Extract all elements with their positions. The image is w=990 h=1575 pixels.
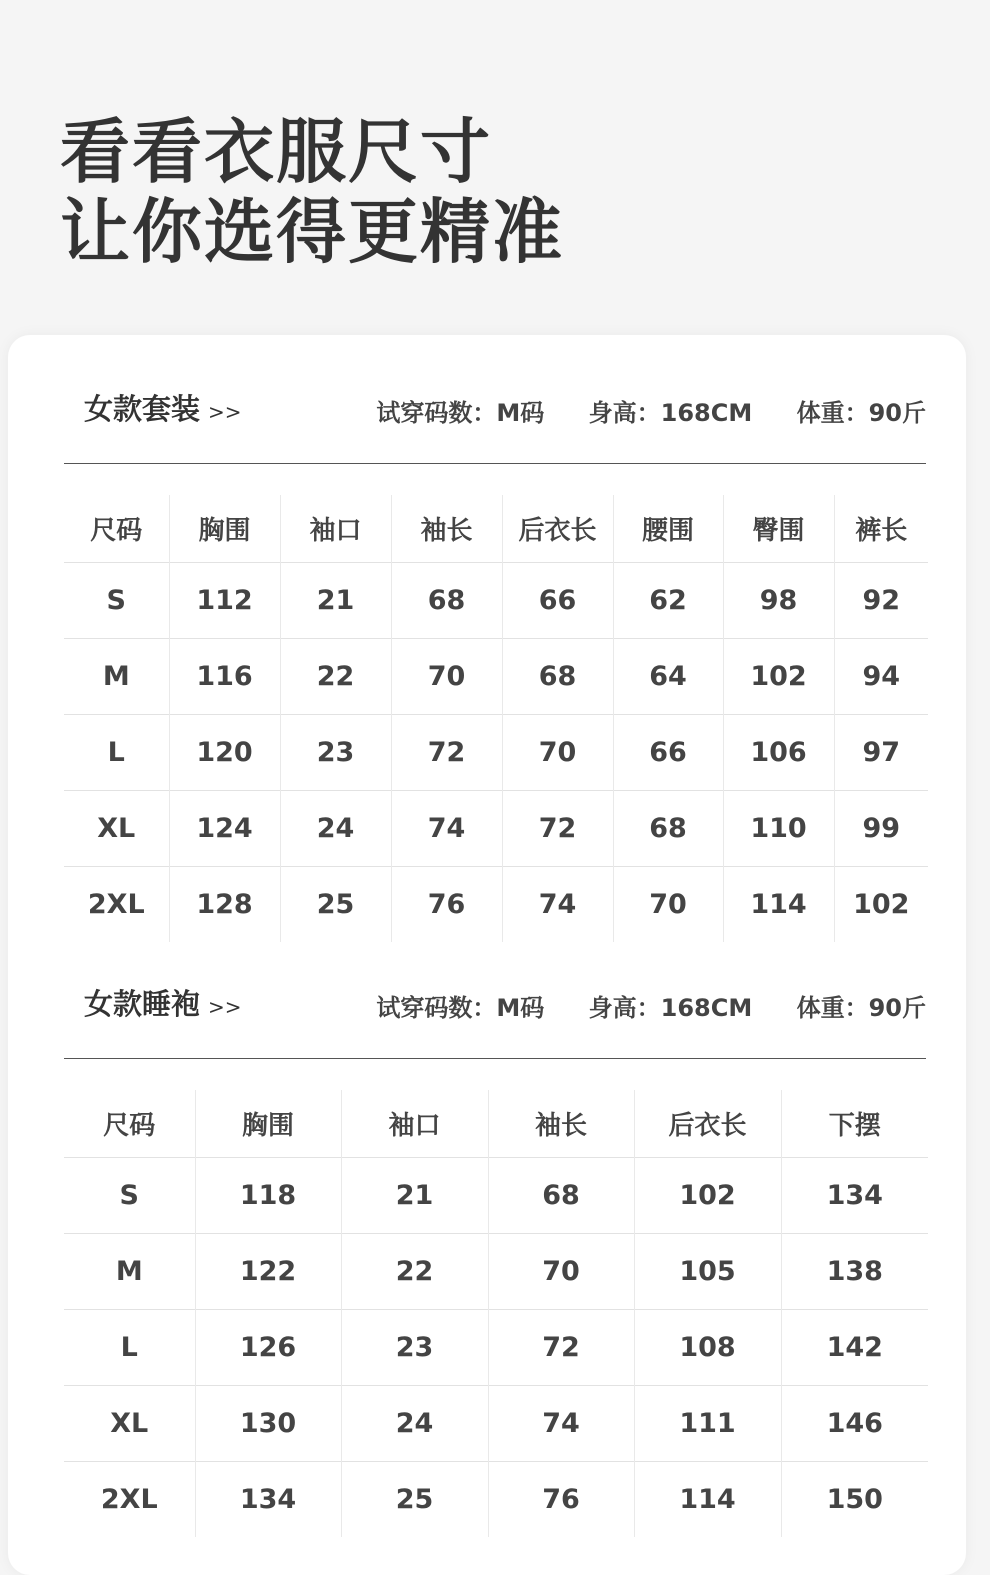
table-row [64,1462,928,1538]
measurement-cell: 126 [195,1310,341,1386]
measurement-cell: 138 [781,1234,928,1310]
fit-info [340,988,926,1023]
section-header [64,930,926,1059]
measurement-cell: 64 [613,639,723,715]
measurement-cell: 24 [280,791,391,867]
measurement-cell: 112 [169,563,280,639]
section-title-text: 女款睡袍 [84,987,201,1021]
fit-height: 身高：168CM [588,399,753,427]
measurement-cell: 106 [723,715,834,791]
measurement-cell: 94 [834,639,928,715]
measurement-cell: 122 [195,1234,341,1310]
fit-size: 试穿码数：M码 [376,399,545,427]
measurement-cell: 23 [341,1310,488,1386]
measurement-cell: 98 [723,563,834,639]
size-chart-card [8,335,966,1575]
double-chevron-icon: >> [208,400,242,424]
measurement-cell: 68 [502,639,613,715]
fit-weight: 体重：90斤 [796,994,926,1022]
table-header-row [64,495,928,563]
measurement-cell: 72 [391,715,502,791]
measurement-cell: 92 [834,563,928,639]
section-header [64,335,926,464]
measurement-cell: 99 [834,791,928,867]
double-chevron-icon: >> [208,995,242,1019]
table-row [64,639,928,715]
table-header-row [64,1090,928,1158]
measurement-cell: 134 [195,1462,341,1538]
column-header: 袖长 [488,1090,634,1158]
measurement-cell: 120 [169,715,280,791]
measurement-cell: 114 [723,867,834,943]
measurement-cell: 108 [634,1310,781,1386]
measurement-cell: 22 [280,639,391,715]
column-header: 袖口 [280,495,391,563]
section-title [84,387,242,428]
measurement-cell: 74 [502,867,613,943]
measurement-cell: 68 [613,791,723,867]
measurement-cell: 116 [169,639,280,715]
measurement-cell: 72 [488,1310,634,1386]
measurement-cell: 24 [341,1386,488,1462]
size-label-cell: S [64,1158,195,1234]
measurement-cell: 142 [781,1310,928,1386]
measurement-cell: 124 [169,791,280,867]
size-table-robe [64,1090,928,1537]
column-header: 袖长 [391,495,502,563]
measurement-cell: 118 [195,1158,341,1234]
measurement-cell: 23 [280,715,391,791]
measurement-cell: 114 [634,1462,781,1538]
measurement-cell: 128 [169,867,280,943]
measurement-cell: 74 [488,1386,634,1462]
size-label-cell: 2XL [64,1462,195,1538]
size-label-cell: L [64,715,169,791]
measurement-cell: 25 [280,867,391,943]
measurement-cell: 110 [723,791,834,867]
size-section-robe [64,930,926,1537]
measurement-cell: 130 [195,1386,341,1462]
measurement-cell: 111 [634,1386,781,1462]
table-row [64,1386,928,1462]
column-header: 后衣长 [634,1090,781,1158]
size-label-cell: 2XL [64,867,169,943]
column-header: 腰围 [613,495,723,563]
size-label-cell: M [64,1234,195,1310]
column-header: 下摆 [781,1090,928,1158]
measurement-cell: 21 [341,1158,488,1234]
column-header: 袖口 [341,1090,488,1158]
measurement-cell: 102 [723,639,834,715]
measurement-cell: 70 [613,867,723,943]
column-header: 后衣长 [502,495,613,563]
table-row [64,1158,928,1234]
measurement-cell: 102 [634,1158,781,1234]
measurement-cell: 25 [341,1462,488,1538]
measurement-cell: 72 [502,791,613,867]
table-row [64,563,928,639]
measurement-cell: 97 [834,715,928,791]
table-row [64,1310,928,1386]
section-title [84,982,242,1023]
fit-info [340,393,926,428]
section-title-text: 女款套装 [84,392,201,426]
table-row [64,715,928,791]
size-label-cell: L [64,1310,195,1386]
measurement-cell: 21 [280,563,391,639]
column-header: 尺码 [90,516,143,546]
size-label-cell: S [64,563,169,639]
measurement-cell: 146 [781,1386,928,1462]
column-header: 胸围 [195,1090,341,1158]
headline-line-1: 看看衣服尺寸 [60,111,492,193]
measurement-cell: 66 [613,715,723,791]
measurement-cell: 134 [781,1158,928,1234]
measurement-cell: 70 [502,715,613,791]
table-row [64,791,928,867]
fit-height: 身高：168CM [588,994,753,1022]
column-header: 胸围 [169,495,280,563]
measurement-cell: 76 [391,867,502,943]
fit-weight: 体重：90斤 [796,399,926,427]
size-table-suit [64,495,928,942]
size-label-cell: M [64,639,169,715]
measurement-cell: 150 [781,1462,928,1538]
size-label-cell: XL [64,1386,195,1462]
measurement-cell: 62 [613,563,723,639]
measurement-cell: 74 [391,791,502,867]
page-headline [60,112,564,272]
fit-size: 试穿码数：M码 [376,994,545,1022]
column-header: 臀围 [723,495,834,563]
measurement-cell: 70 [488,1234,634,1310]
measurement-cell: 70 [391,639,502,715]
measurement-cell: 22 [341,1234,488,1310]
measurement-cell: 68 [488,1158,634,1234]
measurement-cell: 105 [634,1234,781,1310]
headline-line-2: 让你选得更精准 [60,191,564,273]
column-header: 裤长 [834,495,928,563]
measurement-cell: 66 [502,563,613,639]
measurement-cell: 68 [391,563,502,639]
column-header: 尺码 [103,1111,156,1141]
size-label-cell: XL [64,791,169,867]
size-section-suit [64,335,926,942]
measurement-cell: 76 [488,1462,634,1538]
measurement-cell: 102 [834,867,928,943]
table-row [64,1234,928,1310]
